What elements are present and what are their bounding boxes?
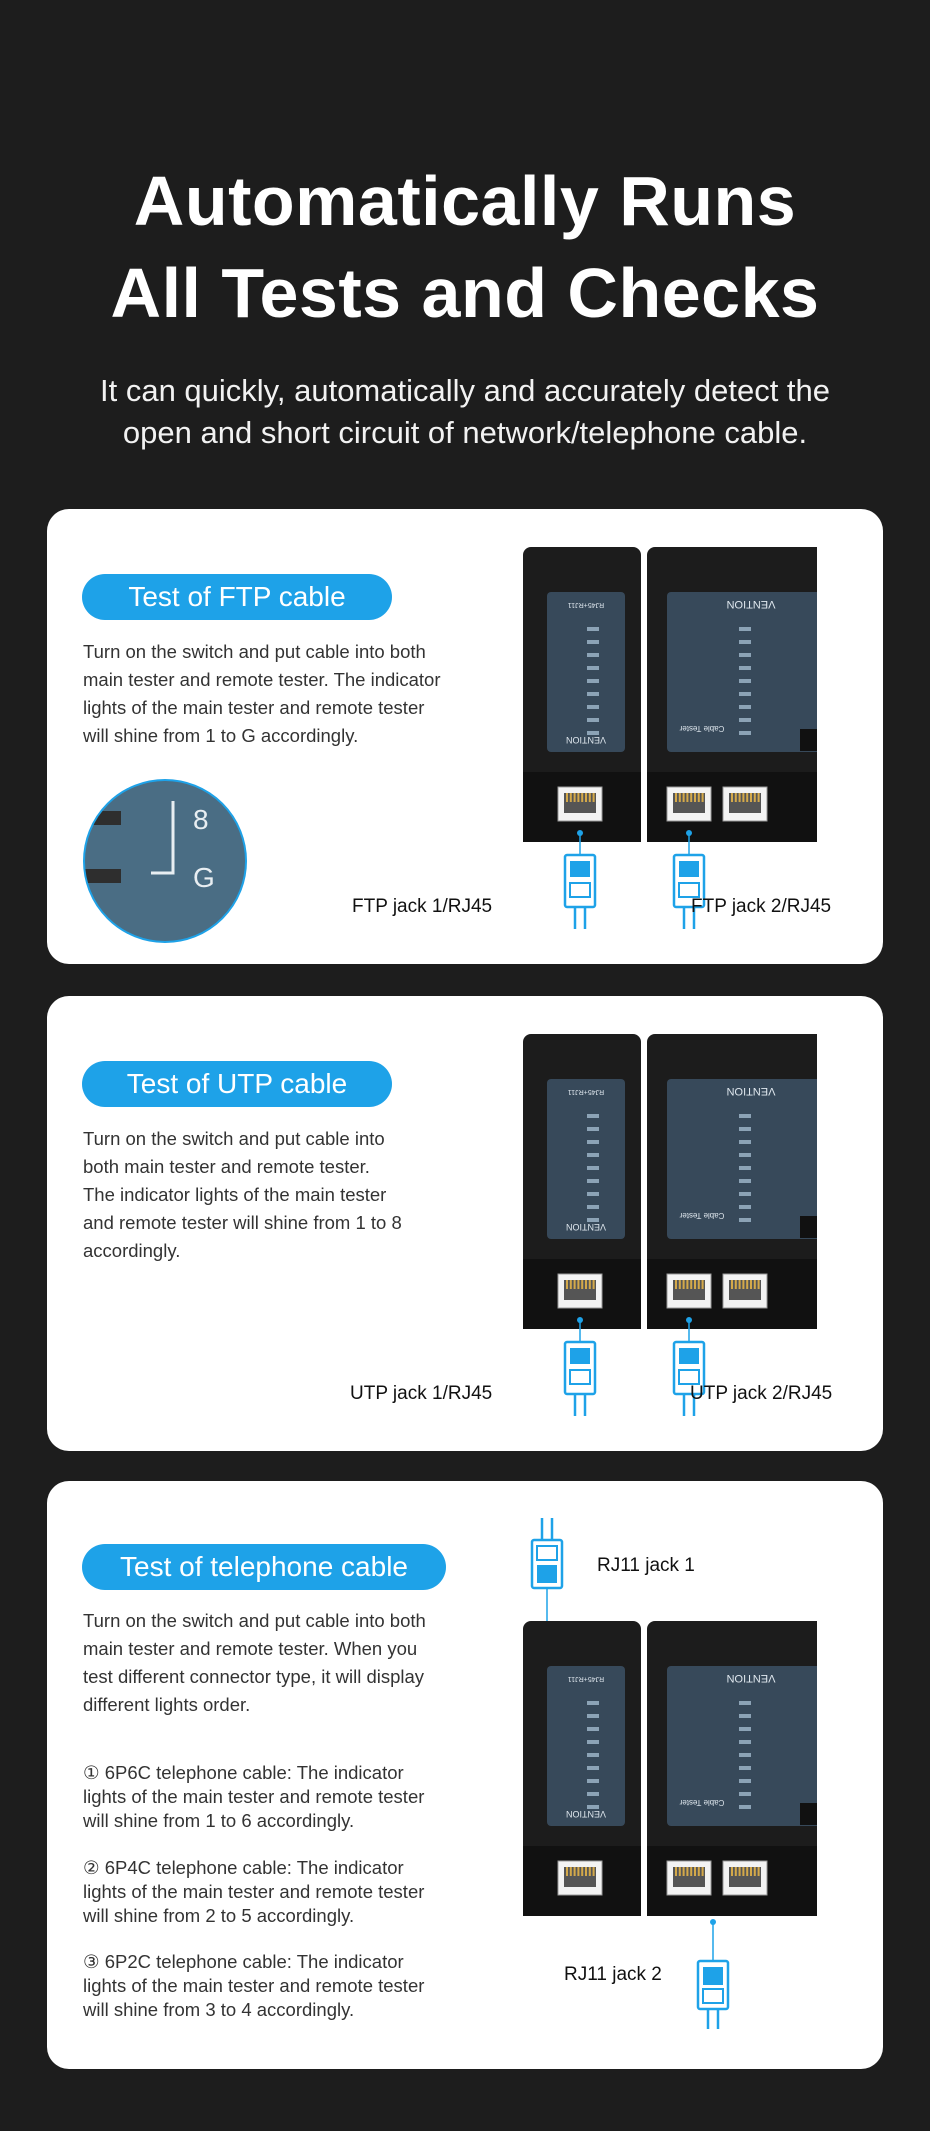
rj11-plug-bottom-icon: [691, 1919, 735, 2034]
tel-desc-line: main tester and remote tester. When you: [83, 1638, 418, 1659]
remote-panel: [547, 592, 625, 752]
tel-item-line: ③ 6P2C telephone cable: The indicator: [83, 1951, 404, 1972]
hero-title-line1: Automatically Runs: [133, 162, 797, 240]
ftp-tester-device: [487, 547, 817, 872]
remote-type-label: RJ45+RJ11: [567, 601, 605, 608]
tel-item-line: will shine from 3 to 4 accordingly.: [83, 1999, 355, 2020]
remote-type-label: RJ45+RJ11: [567, 1088, 605, 1095]
power-switch-icon: [800, 729, 817, 751]
ftp-desc-line: main tester and remote tester. The indicator: [83, 669, 441, 690]
telephone-tester-device: [487, 1621, 817, 1926]
utp-desc-line: Turn on the switch and put cable into: [83, 1128, 385, 1149]
remote-brand-label: VENTION: [565, 735, 607, 745]
tel-item-line: lights of the main tester and remote tester: [83, 1786, 425, 1807]
utp-desc-line: accordingly.: [83, 1240, 181, 1261]
tel-desc-line: test different connector type, it will display: [83, 1666, 425, 1687]
remote-brand-label: VENTION: [565, 1222, 607, 1232]
tel-desc-line: Turn on the switch and put cable into both: [83, 1610, 426, 1631]
rj45-cable-icons: [487, 1316, 817, 1426]
power-switch-icon: [800, 1803, 817, 1825]
main-type-label: Cable Tester: [679, 724, 725, 733]
ftp-description: [83, 638, 441, 750]
utp-tester-device: [487, 1034, 817, 1359]
telephone-item-6p4c: [83, 1856, 443, 1928]
remote-type-label: RJ45+RJ11: [567, 1675, 605, 1682]
remote-panel: [547, 1666, 625, 1826]
utp-description: [83, 1125, 402, 1265]
utp-pill: Test of UTP cable: [82, 1061, 392, 1107]
hero-subtitle-line2: open and short circuit of network/telephone cable.: [122, 415, 808, 450]
telephone-pill: Test of telephone cable: [82, 1544, 446, 1590]
utp-card: [47, 996, 883, 1451]
rj45-cable-icons: [487, 829, 817, 939]
zoom-letter-g: G: [193, 862, 215, 893]
main-brand-label: VENTION: [726, 1672, 776, 1684]
ftp-jack2-label: FTP jack 2/RJ45: [691, 896, 832, 917]
tel-item-line: will shine from 1 to 6 accordingly.: [83, 1810, 355, 1831]
hero-title-line2: All Tests and Checks: [110, 254, 820, 332]
utp-desc-line: The indicator lights of the main tester: [83, 1184, 387, 1205]
ftp-pill: Test of FTP cable: [82, 574, 392, 620]
remote-panel: [547, 1079, 625, 1239]
hero-title: [0, 155, 930, 339]
telephone-item-6p2c: [83, 1950, 443, 2022]
remote-brand-label: VENTION: [565, 1809, 607, 1819]
main-brand-label: VENTION: [726, 1085, 776, 1097]
telephone-item-6p6c: [83, 1761, 443, 1833]
utp-jack1-label: UTP jack 1/RJ45: [350, 1383, 493, 1404]
hero-subtitle-line1: It can quickly, automatically and accurately detect the: [99, 373, 831, 408]
telephone-description: [83, 1607, 426, 1719]
utp-jack2-label: UTP jack 2/RJ45: [690, 1383, 833, 1404]
tel-item-line: will shine from 2 to 5 accordingly.: [83, 1905, 355, 1926]
telephone-card: [47, 1481, 883, 2069]
ftp-desc-line: will shine from 1 to G accordingly.: [83, 725, 359, 746]
power-switch-icon: [800, 1216, 817, 1238]
ftp-card: [47, 509, 883, 964]
utp-desc-line: and remote tester will shine from 1 to 8: [83, 1212, 402, 1233]
tel-item-line: ① 6P6C telephone cable: The indicator: [83, 1762, 404, 1783]
hero-subtitle: [0, 370, 930, 454]
rj11-jack2-label: RJ11 jack 2: [564, 1964, 662, 1985]
main-type-label: Cable Tester: [679, 1798, 725, 1807]
main-type-label: Cable Tester: [679, 1211, 725, 1220]
tel-item-line: ② 6P4C telephone cable: The indicator: [83, 1857, 404, 1878]
ftp-jack1-label: FTP jack 1/RJ45: [352, 896, 493, 917]
utp-desc-line: both main tester and remote tester.: [83, 1156, 370, 1177]
indicator-zoom-circle: [83, 779, 247, 943]
main-brand-label: VENTION: [726, 598, 776, 610]
tel-item-line: lights of the main tester and remote tester: [83, 1975, 425, 1996]
tel-item-line: lights of the main tester and remote tester: [83, 1881, 425, 1902]
ftp-desc-line: Turn on the switch and put cable into both: [83, 641, 426, 662]
zoom-digit-8: 8: [193, 804, 209, 835]
rj11-jack1-label: RJ11 jack 1: [597, 1555, 695, 1576]
tel-desc-line: different lights order.: [83, 1694, 251, 1715]
ftp-desc-line: lights of the main tester and remote tester: [83, 697, 425, 718]
